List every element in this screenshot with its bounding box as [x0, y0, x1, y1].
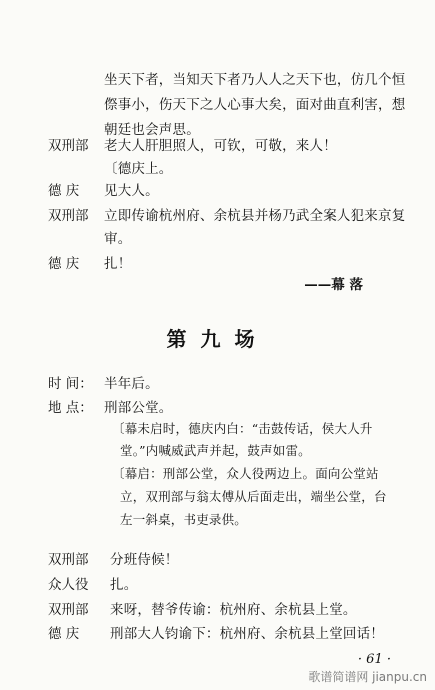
dialogue-line: 扎。	[110, 577, 138, 593]
stage-direction: 立，双刑部与翁太傅从后面走出，端坐公堂，台	[120, 489, 387, 504]
place-value: 刑部公堂。	[104, 400, 173, 416]
dialogue-line: 扎！	[104, 256, 132, 272]
speaker-name: 双刑部	[48, 138, 89, 154]
speaker-name: 众人役	[48, 577, 89, 593]
stage-direction: 〔德庆上。	[104, 161, 173, 177]
dialogue-line: 傺事小，伤天下之人心事大矣，面对曲直利害，想	[104, 97, 406, 113]
speaker-name: 双刑部	[48, 552, 89, 568]
dialogue-line: 坐天下者，当知天下者乃人人之天下也，仿几个恒	[104, 72, 406, 88]
stage-direction: 左一斜桌，书吏录供。	[120, 512, 248, 527]
speaker-name: 德 庆	[48, 256, 80, 272]
speaker-name: 双刑部	[48, 602, 89, 618]
dialogue-line: 朝廷也会声思。	[104, 122, 200, 138]
dialogue-line: 立即传谕杭州府、余杭县并杨乃武全案人犯来京复	[104, 208, 406, 224]
stage-direction: 〔幕未启时，德庆内白：“击鼓传话，侯大人升	[112, 421, 373, 436]
watermark: 歌谱简谱网 jianpu.cn	[308, 670, 427, 684]
dialogue-line: 来呀，替爷传谕：杭州府、余杭县上堂。	[110, 602, 357, 618]
page-number: · 61 ·	[357, 652, 391, 667]
dialogue-line: 分班侍候！	[110, 552, 179, 568]
curtain-direction: ——幕 落	[304, 277, 363, 293]
stage-direction: 〔幕启：刑部公堂，众人役两边上。面向公堂站	[112, 466, 379, 481]
dialogue-line: 审。	[104, 231, 132, 247]
time-value: 半年后。	[104, 376, 159, 392]
speaker-name: 德 庆	[48, 183, 80, 199]
speaker-name: 双刑部	[48, 208, 89, 224]
time-label: 时 间：	[48, 376, 93, 392]
dialogue-line: 老大人肝胆照人，可钦，可敬，来人！	[104, 138, 337, 154]
stage-direction: 堂。”内喊威武声并起，鼓声如雷。	[120, 443, 311, 458]
dialogue-line: 见大人。	[104, 183, 159, 199]
speaker-name: 德 庆	[48, 626, 80, 642]
place-label: 地 点：	[48, 400, 93, 416]
scene-title: 第九场	[166, 327, 269, 351]
dialogue-line: 刑部大人钧谕下：杭州府、余杭县上堂回话！	[110, 626, 384, 642]
